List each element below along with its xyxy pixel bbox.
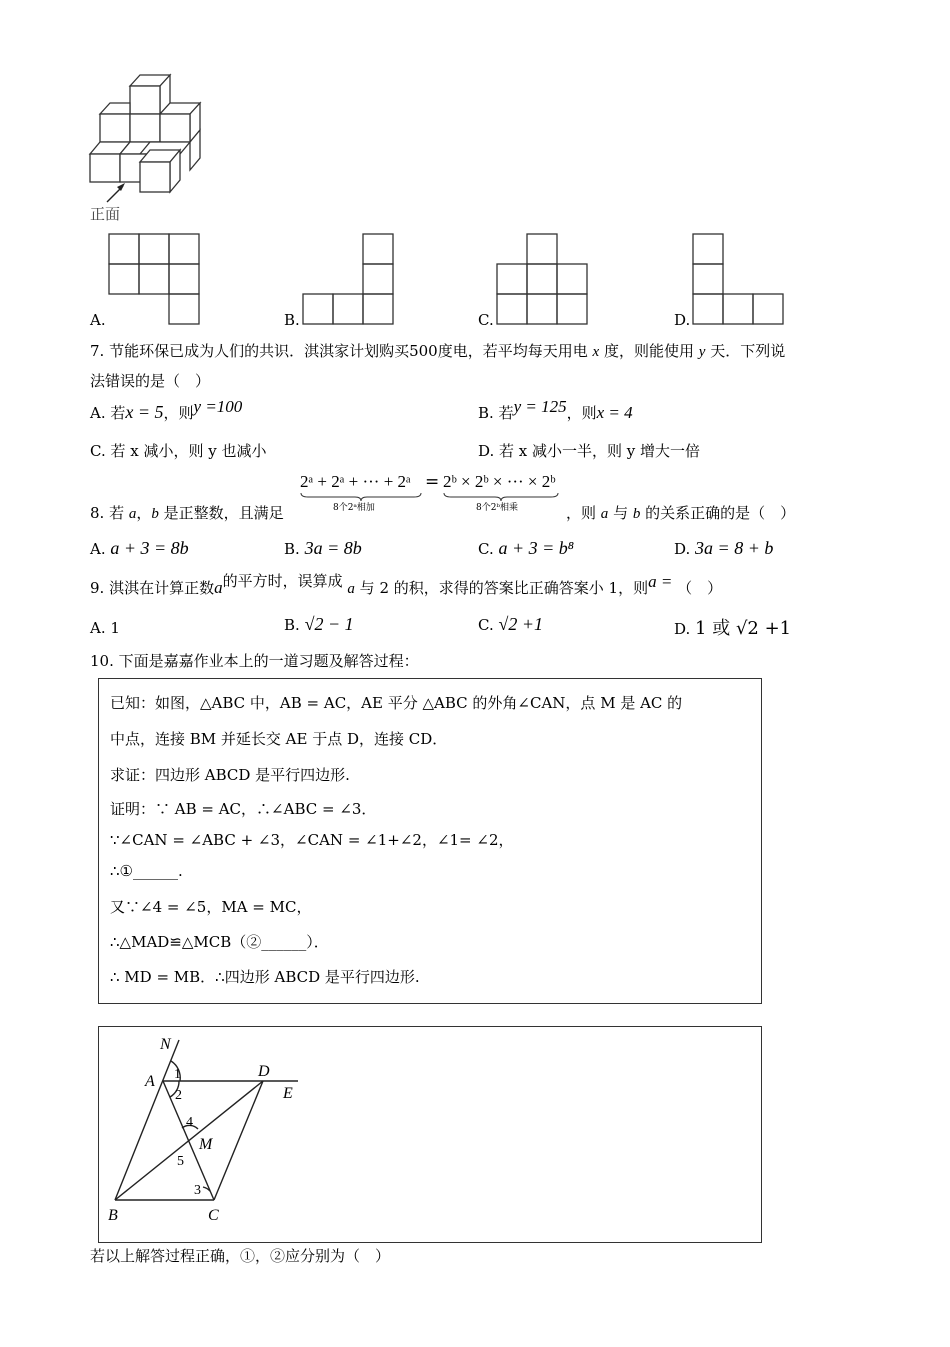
option-c-view — [496, 233, 590, 327]
q7-stem: 7. 节能环保已成为人们的共识．淇淇家计划购买500度电，若平均每天用电 x 度，则能使用 y 天．下列说 — [90, 342, 786, 360]
label-e: E — [283, 1085, 293, 1102]
front-label: 正面 — [90, 205, 121, 223]
proof-line: 已知：如图，△ABC 中，AB = AC，AE 平分 △ABC 的外角∠CAN，点 M 是 AC 的 — [110, 694, 683, 712]
q10-stem: 10. 下面是嘉嘉作业本上的一道习题及解答过程： — [90, 652, 419, 670]
label-angle-5: 5 — [177, 1154, 184, 1169]
q8-stem-2: ，则 a 与 b 的关系正确的是（ ） — [566, 504, 796, 522]
label-c: C — [208, 1207, 219, 1224]
q8-option-c[interactable]: C. a + 3 = b⁸ — [478, 538, 575, 558]
q7-option-d[interactable]: D. 若 x 减小一半，则 y 增大一倍 — [478, 442, 701, 460]
q8-product-expression: 2ᵇ × 2ᵇ × ··· × 2ᵇ — [443, 472, 556, 491]
option-b-view — [302, 233, 396, 327]
q8-option-b[interactable]: B. 3a = 8b — [284, 538, 362, 558]
q7-stem-2: 法错误的是（ ） — [90, 372, 211, 390]
option-b-label[interactable]: B. — [284, 311, 300, 329]
q8-stem-1: 8. 若 a，b 是正整数，且满足 — [90, 504, 284, 522]
q9-option-c[interactable]: C. √2 +1 — [478, 614, 544, 634]
q9-stem: 9. 淇淇在计算正数a的平方时，误算成 a 与 2 的积，求得的答案比正确答案小 1，则a = （ ） — [90, 572, 723, 597]
proof-line: ∴△MAD≌△MCB（②______）． — [110, 933, 329, 951]
option-d-view — [692, 233, 786, 327]
label-angle-3: 3 — [194, 1183, 201, 1198]
q9-option-a[interactable]: A. 1 — [90, 619, 120, 637]
option-d-label[interactable]: D. — [674, 311, 691, 329]
q7-option-a[interactable]: A. 若x = 5，则y =100 — [90, 397, 243, 422]
q9-option-d[interactable]: D. 1 或 √2 +1 — [674, 618, 792, 639]
q9-option-b[interactable]: B. √2 − 1 — [284, 614, 354, 634]
option-a-view — [108, 233, 202, 327]
q7-option-c[interactable]: C. 若 x 减小，则 y 也减小 — [90, 442, 267, 460]
q10-footer: 若以上解答过程正确，①，②应分别为（ ） — [90, 1247, 391, 1265]
label-angle-1: 1 — [174, 1067, 181, 1082]
label-angle-4: 4 — [186, 1115, 193, 1130]
label-n: N — [160, 1036, 171, 1053]
q7-option-b[interactable]: B. 若y = 125，则x = 4 — [478, 397, 633, 422]
proof-line: 证明：∵ AB = AC，∴∠ABC = ∠3． — [110, 800, 377, 818]
label-m: M — [199, 1136, 213, 1153]
q8-option-d[interactable]: D. 3a = 8 + b — [674, 538, 774, 558]
parallelogram-figure — [100, 1028, 320, 1240]
proof-line: 中点，连接 BM 并延长交 AE 于点 D，连接 CD． — [110, 730, 448, 748]
q8-product-note: 8个2ᵇ相乘 — [476, 503, 519, 513]
label-d: D — [258, 1063, 270, 1080]
q8-sum-note: 8个2ᵃ相加 — [333, 503, 375, 513]
label-a: A — [145, 1073, 155, 1090]
proof-line: 求证：四边形 ABCD 是平行四边形. — [110, 766, 350, 784]
option-a-label[interactable]: A. — [90, 311, 106, 329]
proof-line: ∵∠CAN = ∠ABC + ∠3，∠CAN = ∠1+∠2，∠1= ∠2， — [110, 831, 514, 849]
q8-sum-expression: 2ᵃ + 2ᵃ + ··· + 2ᵃ — [300, 472, 411, 491]
label-b: B — [108, 1207, 118, 1224]
proof-line: ∴ MD = MB．∴四边形 ABCD 是平行四边形. — [110, 968, 420, 986]
proof-line: ∴①______. — [110, 862, 183, 880]
q8-option-a[interactable]: A. a + 3 = 8b — [90, 538, 189, 558]
q8-equals: = — [425, 472, 440, 492]
option-c-label[interactable]: C. — [478, 311, 494, 329]
label-angle-2: 2 — [175, 1088, 182, 1103]
proof-line: 又∵∠4 = ∠5，MA = MC， — [110, 898, 312, 916]
